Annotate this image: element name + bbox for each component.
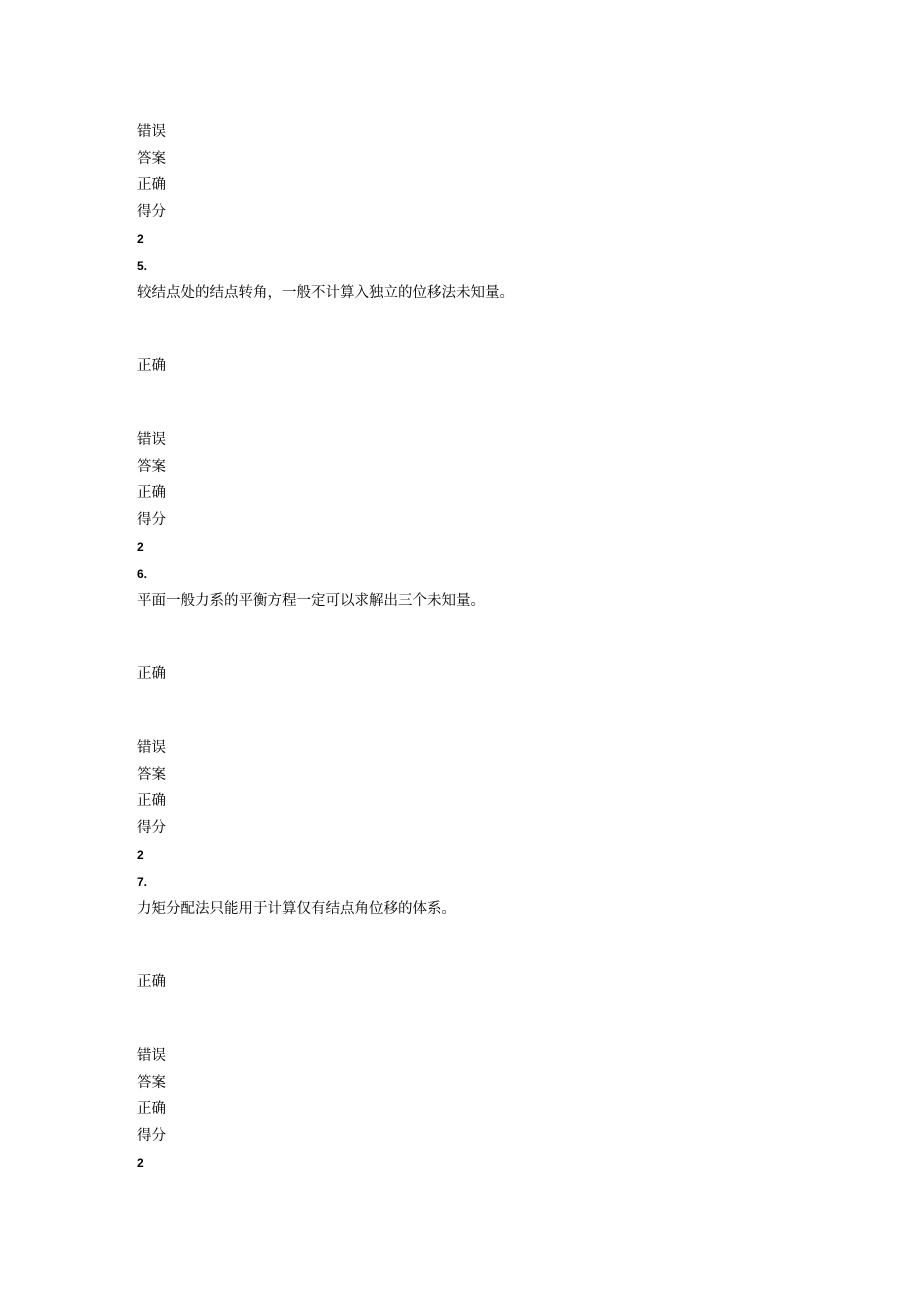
score-label: 得分	[137, 204, 166, 220]
question-text: 平面一般力系的平衡方程一定可以求解出三个未知量。	[137, 593, 485, 609]
option-wrong[interactable]: 错误	[137, 740, 166, 756]
answer-label: 答案	[137, 1075, 166, 1091]
question-text: 力矩分配法只能用于计算仅有结点角位移的体系。	[137, 901, 456, 917]
question-number: 6.	[137, 567, 148, 581]
score-value: 2	[137, 848, 144, 862]
answer-label: 答案	[137, 459, 166, 475]
score-label: 得分	[137, 1128, 166, 1144]
option-wrong[interactable]: 错误	[137, 1048, 166, 1064]
score-value: 2	[137, 540, 144, 554]
answer-value: 正确	[137, 485, 166, 501]
option-wrong: 错误	[137, 124, 166, 140]
option-correct[interactable]: 正确	[137, 666, 166, 682]
answer-value: 正确	[137, 177, 166, 193]
answer-label: 答案	[137, 767, 166, 783]
option-wrong[interactable]: 错误	[137, 432, 166, 448]
question-number: 7.	[137, 875, 148, 889]
option-correct[interactable]: 正确	[137, 974, 166, 990]
score-label: 得分	[137, 512, 166, 528]
score-value: 2	[137, 232, 144, 246]
score-label: 得分	[137, 820, 166, 836]
question-text: 较结点处的结点转角，一般不计算入独立的位移法未知量。	[137, 285, 514, 301]
answer-label: 答案	[137, 151, 166, 167]
answer-value: 正确	[137, 1101, 166, 1117]
answer-value: 正确	[137, 793, 166, 809]
question-number: 5.	[137, 259, 148, 273]
option-correct[interactable]: 正确	[137, 358, 166, 374]
score-value: 2	[137, 1156, 144, 1170]
